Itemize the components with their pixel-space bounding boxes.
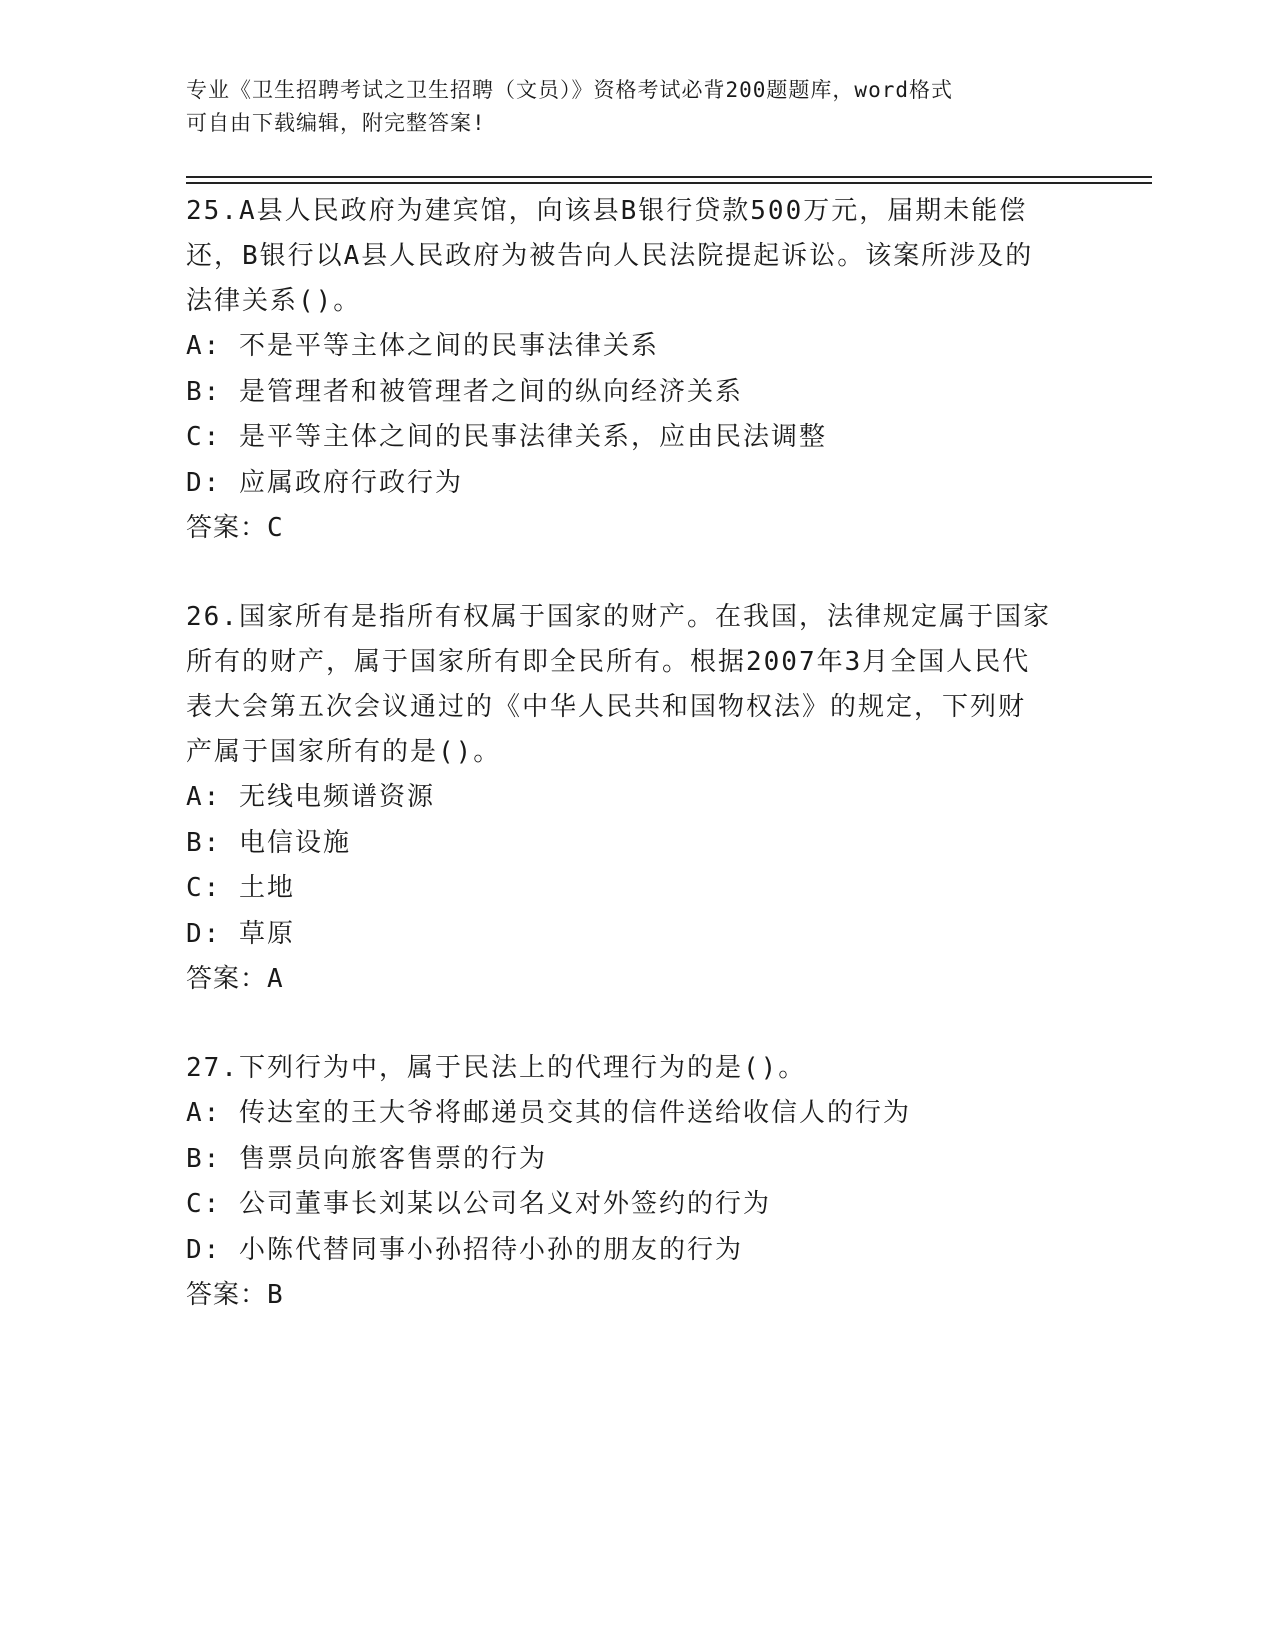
question-26 bbox=[186, 595, 1086, 1002]
answer-value: C bbox=[267, 513, 284, 543]
answer-value: B bbox=[267, 1280, 284, 1310]
question-stem bbox=[186, 1046, 1086, 1091]
option-a: A: 无线电频谱资源 bbox=[186, 782, 435, 812]
option-b: B: 是管理者和被管理者之间的纵向经济关系 bbox=[186, 376, 743, 407]
option-a: A: 传达室的王大爷将邮递员交其的信件送给收信人的行为 bbox=[186, 1098, 911, 1128]
question-list bbox=[186, 189, 1086, 1362]
answer-line bbox=[186, 957, 1086, 1002]
answer-label: 答案： bbox=[186, 964, 268, 994]
option-b: B: 售票员向旅客售票的行为 bbox=[186, 1143, 547, 1174]
stem-line: 25.A县人民政府为建宾馆，向该县B银行贷款500万元，届期未能偿 bbox=[186, 196, 1028, 226]
document-header bbox=[186, 74, 1066, 140]
stem-line: 表大会第五次会议通过的《中华人民共和国物权法》的规定，下列财 bbox=[186, 692, 1027, 722]
stem-line: 27.下列行为中，属于民法上的代理行为的是()。 bbox=[186, 1053, 807, 1083]
header-divider-bottom bbox=[186, 182, 1152, 184]
option-d: D: 草原 bbox=[186, 918, 295, 949]
option-b: B: 电信设施 bbox=[186, 827, 351, 858]
header-divider-top bbox=[186, 176, 1152, 178]
question-stem bbox=[186, 189, 1086, 324]
stem-line: 所有的财产，属于国家所有即全民所有。根据2007年3月全国人民代 bbox=[186, 647, 1031, 677]
option-c: C: 是平等主体之间的民事法律关系，应由民法调整 bbox=[186, 422, 827, 452]
option-d: D: 应属政府行政行为 bbox=[186, 467, 463, 498]
stem-line: 还，B银行以A县人民政府为被告向人民法院提起诉讼。该案所涉及的 bbox=[186, 241, 1034, 271]
answer-label: 答案： bbox=[186, 513, 268, 543]
answer-line bbox=[186, 1273, 1086, 1318]
option-a: A: 不是平等主体之间的民事法律关系 bbox=[186, 331, 659, 361]
question-stem bbox=[186, 595, 1086, 775]
answer-label: 答案： bbox=[186, 1280, 268, 1310]
option-c: C: 公司董事长刘某以公司名义对外签约的行为 bbox=[186, 1189, 771, 1219]
answer-line bbox=[186, 506, 1086, 551]
header-line-1: 专业《卫生招聘考试之卫生招聘（文员）》资格考试必背200题题库，word格式 bbox=[186, 78, 953, 102]
header-line-2: 可自由下载编辑，附完整答案! bbox=[186, 111, 486, 135]
stem-line: 产属于国家所有的是()。 bbox=[186, 737, 502, 767]
stem-line: 法律关系()。 bbox=[186, 286, 362, 316]
option-d: D: 小陈代替同事小孙招待小孙的朋友的行为 bbox=[186, 1234, 743, 1265]
option-c: C: 土地 bbox=[186, 873, 295, 903]
question-25 bbox=[186, 189, 1086, 551]
answer-value: A bbox=[267, 964, 284, 994]
question-27 bbox=[186, 1046, 1086, 1318]
stem-line: 26.国家所有是指所有权属于国家的财产。在我国，法律规定属于国家 bbox=[186, 602, 1051, 632]
